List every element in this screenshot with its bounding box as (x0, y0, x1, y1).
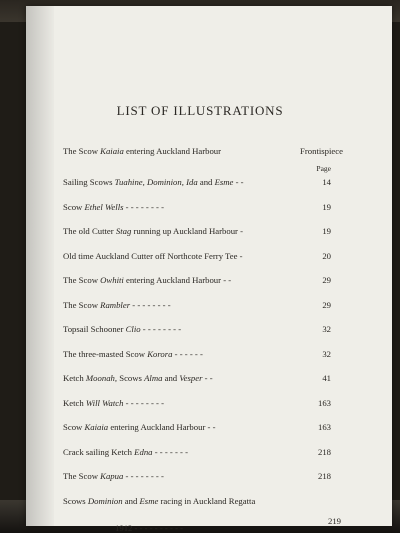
list-item (63, 275, 331, 285)
list-item-label: Scow Kaiaia entering Auckland Harbour - - (63, 422, 216, 432)
list-item-page: 218 (317, 471, 331, 481)
list-item-page: 163 (317, 422, 331, 432)
list-item-label: Old time Auckland Cutter off Northcote Ferry Tee - (63, 250, 243, 261)
list-item-page: 14 (322, 177, 331, 187)
list-item-page: 20 (322, 250, 331, 261)
list-item (63, 422, 331, 432)
list-item (63, 251, 331, 261)
list-item (63, 300, 331, 310)
list-item (63, 471, 331, 481)
list-item (63, 226, 331, 236)
list-item-page: 19 (322, 201, 331, 212)
list-item (63, 177, 331, 187)
list-item-page: 218 (317, 446, 331, 457)
list-item-page: 41 (322, 373, 331, 383)
list-item (63, 349, 331, 359)
list-item-label: Sailing Scows Tuahine, Dominion, Ida and Esme - - (63, 177, 244, 187)
list-item-continuation: 1912 - - - - - - - - - - (115, 523, 184, 533)
list-item-page: 32 (322, 348, 331, 359)
frontispiece-entry (63, 146, 343, 156)
frontispiece-label: The Scow Kaiaia entering Auckland Harbour (63, 146, 222, 156)
list-item-label: The Scow Rambler - - - - - - - - (63, 299, 171, 310)
list-item-page: 19 (322, 226, 331, 236)
list-item-label: Ketch Moonah, Scows Alma and Vesper - - (63, 373, 213, 383)
list-item-label: Scow Ethel Wells - - - - - - - - (63, 201, 165, 212)
list-item (63, 324, 331, 334)
list-item (63, 495, 343, 526)
list-item-label: The old Cutter Stag running up Auckland Harbour - (63, 226, 244, 236)
page-gutter-shadow (26, 6, 54, 526)
list-item-label: The three-masted Scow Korora - - - - - - (63, 348, 203, 359)
list-item-label: The Scow Kapua - - - - - - - - (63, 471, 164, 481)
list-item (63, 373, 331, 383)
list-item (63, 447, 331, 457)
list-item-label: Ketch Will Watch - - - - - - - - (63, 397, 165, 408)
list-item (63, 398, 331, 408)
list-item-page: 29 (322, 275, 331, 285)
list-item-label: The Scow Owhiti entering Auckland Harbour - - (63, 275, 232, 285)
list-item-page: 29 (322, 299, 331, 310)
list-item-page: 163 (317, 397, 331, 408)
page-title: LIST OF ILLUSTRATIONS (116, 103, 284, 118)
list-item-page: 219 (327, 515, 341, 526)
list-item-label: Topsail Schooner Clio - - - - - - - - (63, 324, 182, 334)
frontispiece-page: Frontispiece (300, 146, 343, 156)
list-item-page: 32 (322, 324, 331, 334)
page-column-header: Page (316, 164, 331, 173)
list-item-label: Scows Dominion and Esme racing in Auckland Regatta (63, 495, 256, 506)
list-item (63, 202, 331, 212)
list-item-label: Crack sailing Ketch Edna - - - - - - - (63, 446, 188, 457)
